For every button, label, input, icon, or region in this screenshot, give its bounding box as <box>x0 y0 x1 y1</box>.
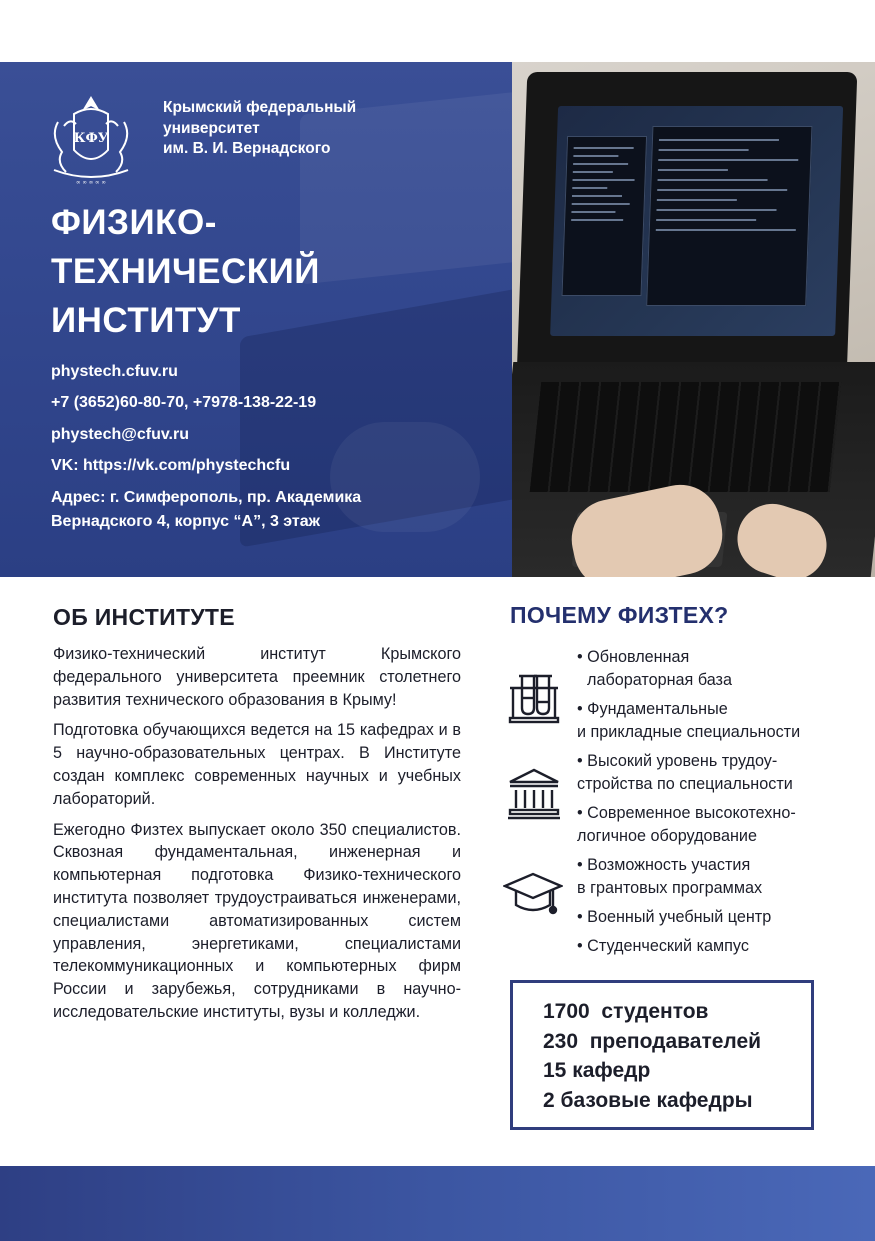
laptop-lid <box>517 72 858 377</box>
list-item: • Возможность участия в грантовых программах <box>577 854 857 900</box>
why-list <box>577 646 857 964</box>
university-building-icon <box>506 766 562 820</box>
svg-text:КФУ: КФУ <box>73 131 109 146</box>
phone-numbers: +7 (3652)60-80-70, +7978-138-22-19 <box>51 394 317 412</box>
institute-title-line: ФИЗИКО- <box>51 203 217 242</box>
address-line: Адрес: г. Симферополь, пр. Академика <box>51 489 362 507</box>
vk-link[interactable]: VK: https://vk.com/physteсhcfu <box>51 456 291 474</box>
email-link[interactable]: physteсh@cfuv.ru <box>51 425 189 443</box>
about-paragraph: Физико-технический институт Крымского федерального университета преемник столетнего развития технического образования в Крыму! <box>53 645 461 709</box>
graduation-cap-icon <box>503 868 563 924</box>
stat-base-departments: 2 базовые кафедры <box>543 1088 753 1112</box>
why-heading: ПОЧЕМУ ФИЗТЕХ? <box>510 602 729 628</box>
stat-students: 1700 студентов <box>543 1000 709 1023</box>
list-item: • Студенческий кампус <box>577 935 857 958</box>
cfu-logo <box>44 92 138 192</box>
laptop-screen <box>550 106 843 336</box>
website-link[interactable]: physteсh.cfuv.ru <box>51 363 178 380</box>
about-text <box>53 643 461 1032</box>
list-item: • Военный учебный центр <box>577 906 857 929</box>
institute-title <box>51 198 320 345</box>
university-line: университет <box>163 119 260 137</box>
university-line: им. В. И. Вернадского <box>163 140 331 157</box>
list-item: • Современное высокотехно- логичное оборудование <box>577 802 857 848</box>
test-tubes-icon <box>507 668 561 724</box>
institute-title-line: ИНСТИТУТ <box>51 301 241 340</box>
stats-box <box>510 980 814 1130</box>
contacts-block <box>51 362 361 535</box>
list-item: • Обновленная лабораторная база <box>577 646 857 692</box>
list-item: • Фундаментальные и прикладные специальности <box>577 698 857 744</box>
about-heading: ОБ ИНСТИТУТЕ <box>53 604 235 630</box>
footer-band <box>0 1166 875 1241</box>
hero-banner <box>0 62 875 577</box>
university-line: Крымский федеральный <box>163 99 357 116</box>
hero-photo-laptop <box>512 62 875 577</box>
about-paragraph: Подготовка обучающихся ведется на 15 кафедрах и в 5 научно-образовательных центрах. В Институте создан комплекс современных научных и учебных лабораторий. <box>53 721 461 808</box>
stat-departments: 15 кафедр <box>543 1059 651 1082</box>
address-line: Вернадского 4, корпус “А”, 3 этаж <box>51 513 321 531</box>
about-paragraph: Ежегодно Физтех выпускает около 350 специалистов. Сквозная фундаментальная, инженерная и компьютерная подготовка Физико-технического института позволяет трудоустраиваться инженерами, специалистами автоматизированных систем управления, энергетиками, специалистами телекоммуникационных и компьютерных фирм России и зарубежья, сотрудниками в научно-исследовательские институты, вузы и колледжи. <box>53 820 461 1021</box>
list-item: • Высокий уровень трудоу- стройства по специальности <box>577 750 857 796</box>
stat-teachers: 230 преподавателей <box>543 1029 762 1053</box>
svg-text:∞ ∞ ∞ ∞ ∞: ∞ ∞ ∞ ∞ ∞ <box>76 180 106 186</box>
university-name <box>163 98 356 160</box>
institute-title-line: ТЕХНИЧЕСКИЙ <box>51 252 320 291</box>
